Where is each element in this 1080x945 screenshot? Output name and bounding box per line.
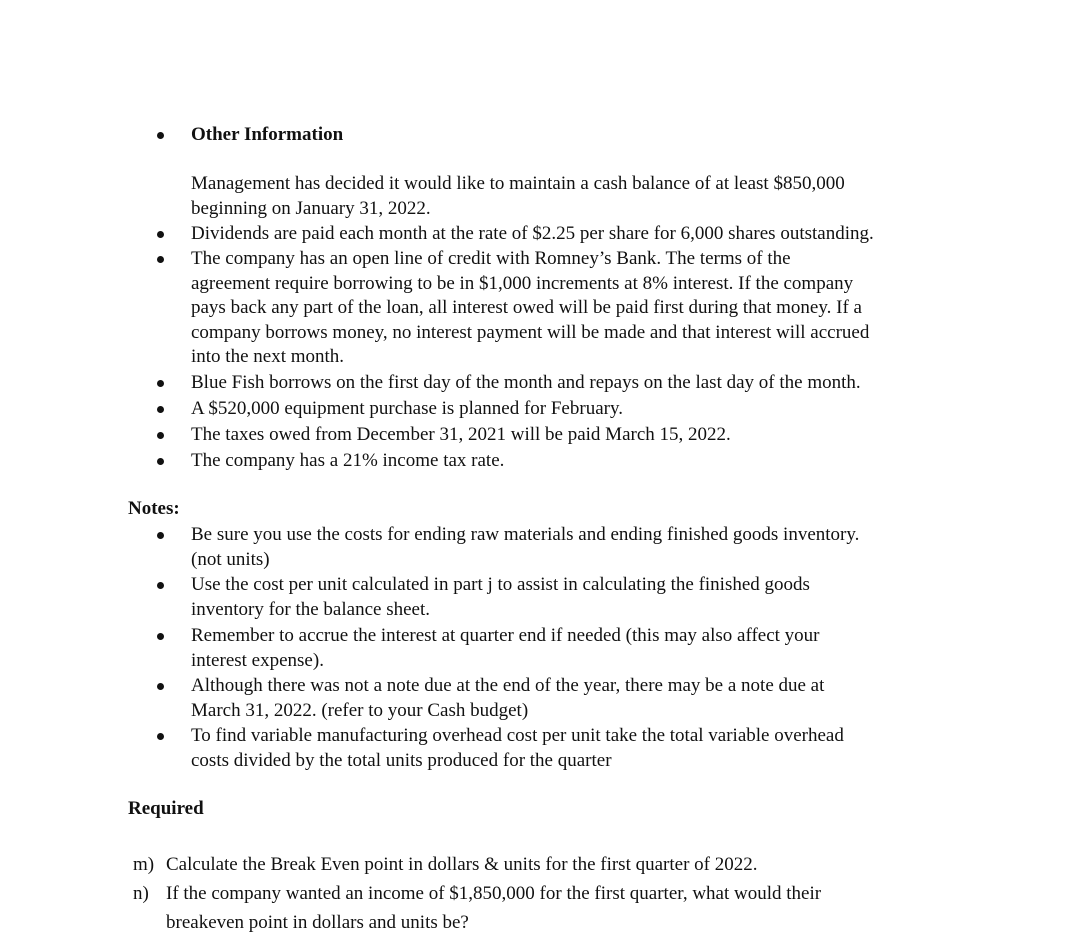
- info-bullet-taxes-owed: [191, 423, 971, 448]
- item-line: If the company wanted an income of $1,850,000 for the first quarter, what would their: [166, 883, 822, 904]
- bullet-line: (not units): [191, 548, 270, 570]
- bullet-line: Use the cost per unit calculated in part j to assist in calculating the finished goods: [191, 574, 810, 595]
- bullet-line: Although there was not a note due at the end of the year, there may be a note due at: [191, 675, 825, 696]
- bullet-line: March 31, 2022. (refer to your Cash budget): [191, 699, 529, 721]
- item-line: breakeven point in dollars and units be?: [166, 912, 469, 933]
- bullet-line: pays back any part of the loan, all interest owed will be paid first during that money. If a: [191, 297, 862, 318]
- bullet-line: company borrows money, no interest payment will be made and that interest will accrued: [191, 321, 870, 343]
- note-bullet-accrue-interest: [191, 624, 971, 673]
- bullet-line: Dividends are paid each month at the rate of $2.25 per share for 6,000 shares outstanding.: [191, 223, 874, 244]
- bullet-line: into the next month.: [191, 346, 345, 367]
- bullet-line: The company has a 21% income tax rate.: [191, 450, 505, 471]
- info-bullet-borrowing-timing: [191, 371, 971, 396]
- bullet-line: inventory for the balance sheet.: [191, 598, 430, 620]
- intro-line-1: Management has decided it would like to maintain a cash balance of at least $850,000: [191, 173, 845, 194]
- notes-heading: Notes:: [128, 498, 180, 519]
- bullet-line: The company has an open line of credit with Romney’s Bank. The terms of the: [191, 248, 791, 269]
- bullet-line: To find variable manufacturing overhead cost per unit take the total variable overhead: [191, 725, 844, 746]
- info-bullet-equipment: [191, 397, 971, 422]
- bullet-line: A $520,000 equipment purchase is planned for February.: [191, 398, 623, 419]
- required-heading: Required: [128, 798, 204, 819]
- required-item-n: [133, 879, 953, 937]
- bullet-line: interest expense).: [191, 649, 324, 671]
- intro-line-2: beginning on January 31, 2022.: [191, 197, 431, 219]
- info-bullet-dividends: [191, 222, 971, 247]
- item-line: Calculate the Break Even point in dollars & units for the first quarter of 2022.: [166, 854, 758, 875]
- bullet-line: Blue Fish borrows on the first day of the month and repays on the last day of the month.: [191, 372, 861, 393]
- item-letter: m): [133, 854, 155, 875]
- bullet-line: The taxes owed from December 31, 2021 will be paid March 15, 2022.: [191, 424, 731, 445]
- bullet-line: Be sure you use the costs for ending raw materials and ending finished goods inventory.: [191, 524, 860, 545]
- info-bullet-line-of-credit: [191, 247, 971, 370]
- item-letter: n): [133, 883, 149, 904]
- other-information-heading: [191, 123, 971, 148]
- required-item-m: [133, 850, 953, 879]
- note-bullet-variable-overhead: [191, 724, 971, 773]
- note-bullet-ending-inventory: [191, 523, 971, 572]
- note-bullet-cost-per-unit: [191, 573, 971, 622]
- other-information-heading-text: Other Information: [191, 124, 344, 145]
- bullet-line: Remember to accrue the interest at quarter end if needed (this may also affect your: [191, 625, 820, 646]
- info-bullet-tax-rate: [191, 449, 971, 474]
- bullet-line: costs divided by the total units produced for the quarter: [191, 749, 612, 771]
- note-bullet-note-due: [191, 674, 971, 723]
- bullet-line: agreement require borrowing to be in $1,000 increments at 8% interest. If the company: [191, 272, 854, 294]
